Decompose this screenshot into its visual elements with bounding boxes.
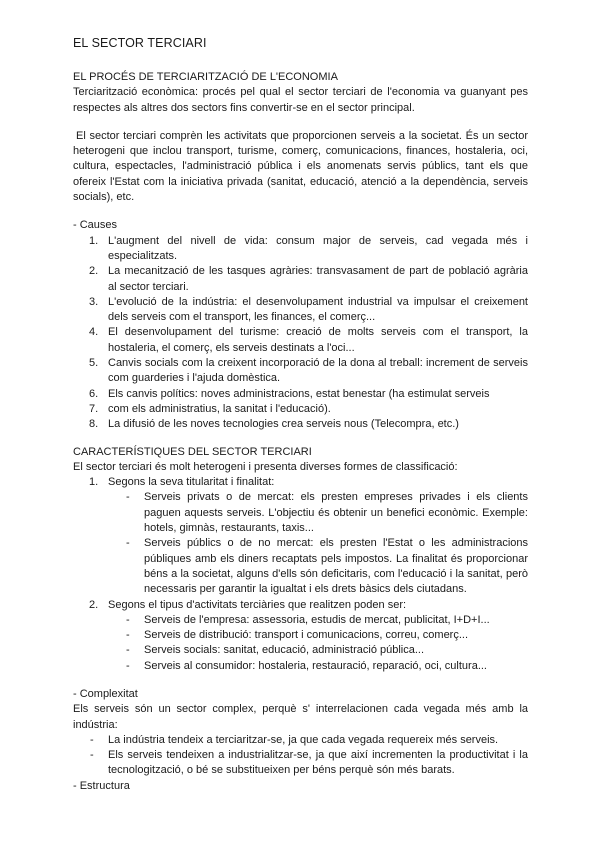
characteristics-intro: El sector terciari és molt heterogeni i presenta diverses formes de classificació: — [73, 460, 458, 473]
section-heading-tertiarization: EL PROCÉS DE TERCIARITZACIÓ DE L'ECONOMIA — [73, 71, 338, 83]
list-item: - Serveis al consumidor: hostaleria, restauració, reparació, oci, cultura... — [126, 659, 487, 672]
structure-label: - Estructura — [73, 779, 130, 792]
list-item: - Serveis privats o de mercat: els presten empreses privades i els clients paguen aquests serveis. L'objectiu és obtenir un benefici econòmic. Exemple: hotels, gimnàs, restaurants, taxis... — [126, 491, 528, 535]
list-item: 4. El desenvolupament del turisme: creació de molts serveis com el transport, la hostaleria, el comerç, els serveis destinats a l'oci... — [89, 326, 528, 354]
ownership-list — [73, 490, 528, 597]
list-item: - Serveis de distribució: transport i comunicacions, correu, comerç... — [126, 629, 469, 642]
list-item: 2. La mecanització de les tasques agràries: transvasament de part de població agrària al sector terciari. — [89, 265, 528, 293]
causes-list — [73, 234, 528, 433]
list-item: - Serveis de l'empresa: assessoria, estudis de mercat, publicitat, I+D+I... — [126, 613, 490, 626]
document-title: EL SECTOR TERCIARI — [73, 36, 207, 50]
activity-type-list — [73, 613, 528, 674]
tertiary-sector-intro: El sector terciari comprèn les activitats que proporcionen serveis a la societat. És un sector heterogeni que inclou transport, turisme, comerç, comunicacions, finances, hostaleria, oci, cultura, espectacles, l'administració pública i els anomenats servis públics, tant els que ofereix l'Estat com la iniciativa privada (sanitat, educació, atenció a la dependència, serveis socials), etc. — [73, 129, 528, 204]
complexity-intro: Els serveis són un sector complex, perquè s' interrelacionen cada vegada més amb la indústria: — [73, 703, 528, 731]
list-item: - Els serveis tendeixen a industrialitzar-se, ja que així incrementen la productivitat i la tecnologització, o bé se substitueixen per béns perquè són més barats. — [90, 749, 528, 777]
complexity-list — [73, 733, 528, 779]
list-item: 3. L'evolució de la indústria: el desenvolupament industrial va impulsar el creixement dels serveis com el transport, les finances, el comerç... — [89, 295, 528, 324]
section-heading-characteristics: CARACTERÍSTIQUES DEL SECTOR TERCIARI — [73, 445, 312, 458]
list-item: 7. com els administratius, la sanitat i l'educació). — [89, 402, 331, 415]
list-item: - La indústria tendeix a terciaritzar-se, ja que cada vegada requereix més serveis. — [90, 733, 499, 746]
complexity-label: - Complexitat — [73, 687, 138, 700]
list-item: - Serveis públics o de no mercat: els presten l'Estat o les administracions públiques amb els diners recaptats pels impostos. La finalitat és proporcionar béns a la societat, alguns d'ells són deficitaris, com l'educació i la sanitat, però necessaris per garantir la igualtat i els drets bàsics dels ciutadans. — [126, 537, 528, 596]
classification-group-activity-type: 2. Segons el tipus d'activitats terciàries que realitzen poden ser: — [89, 598, 407, 611]
tertiarization-definition: Terciarització econòmica: procés pel qual el sector terciari de l'economia va guanyant pes respectes als altres dos sectors fins convertir-se en el sector principal. — [73, 86, 528, 114]
list-item: 1. L'augment del nivell de vida: consum major de serveis, cad vegada més i especialitzats. — [89, 234, 528, 262]
list-item: 8. La difusió de les noves tecnologies crea serveis nous (Telecompra, etc.) — [89, 418, 459, 431]
list-item: 5. Canvis socials com la creixent incorporació de la dona al treball: increment de serveis com guarderies i l'ajuda domèstica. — [89, 357, 528, 385]
list-item: 6. Els canvis polítics: noves administracions, estat benestar (ha estimulat serveis — [89, 387, 490, 400]
document-body — [73, 70, 528, 794]
list-item: - Serveis socials: sanitat, educació, administració pública... — [126, 644, 425, 657]
classification-group-ownership: 1. Segons la seva titularitat i finalitat: — [89, 476, 275, 489]
causes-label: - Causes — [73, 219, 118, 232]
